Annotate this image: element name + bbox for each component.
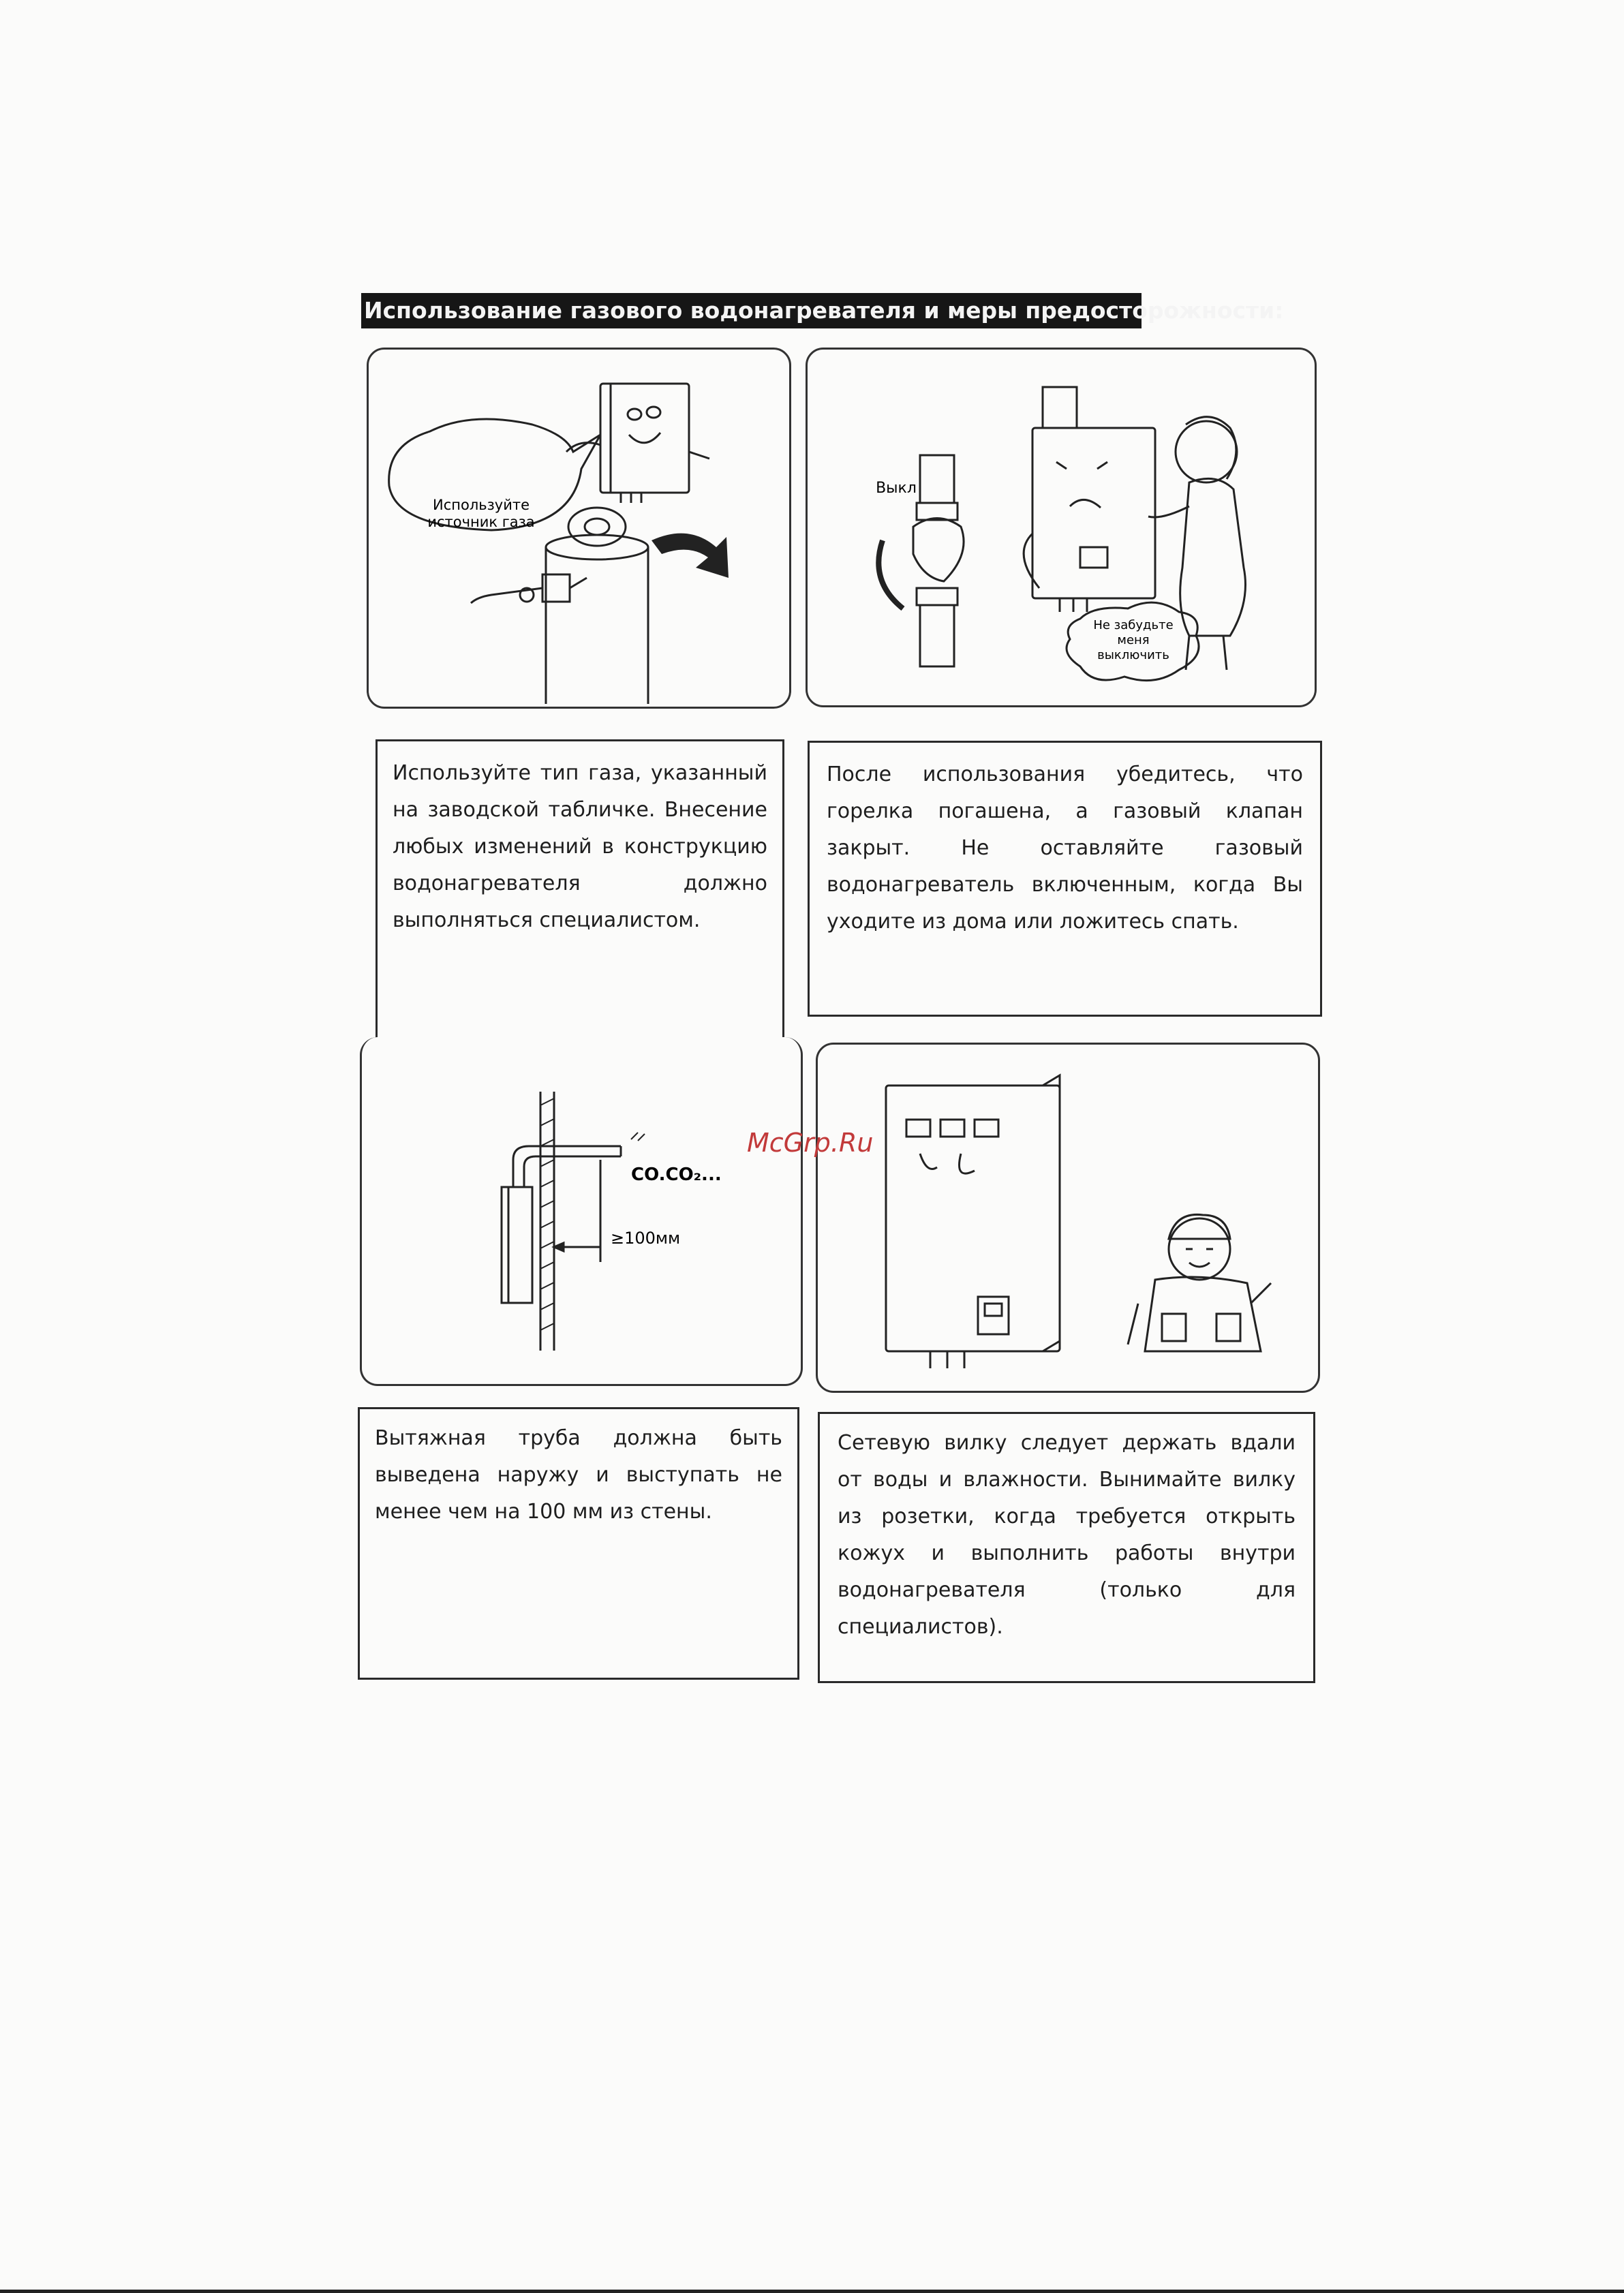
panel3-text: Вытяжная труба должна быть выведена наружу и выступать не менее чем на 100 мм из стены. [375, 1426, 782, 1524]
bubble-text-2: источник газа [427, 514, 535, 530]
bubble-text-2: меня [1117, 633, 1150, 647]
gas-label: CO.CO₂... [631, 1165, 722, 1185]
specialist-drawing [818, 1045, 1318, 1391]
panel2-textbox [808, 741, 1322, 1017]
panel3-textbox [358, 1407, 799, 1680]
gas-source-drawing [369, 350, 789, 707]
off-label: Выкл [876, 480, 917, 497]
panel4-text: Сетевую вилку следует держать вдали от воды и влажности. Вынимайте вилку из розетки, когда требуется открыть кожух и выполнить работы внутри водонагревателя (только для специалистов). [838, 1431, 1296, 1639]
panel1-illustration [367, 348, 791, 709]
panel4-textbox [818, 1412, 1315, 1683]
page-title: Использование газового водонагревателя и меры предосторожности: [361, 293, 1142, 328]
bubble-text-1: Используйте [432, 497, 530, 513]
panel4-illustration [816, 1043, 1320, 1393]
panel2-illustration [806, 348, 1317, 707]
exhaust-pipe-drawing [362, 1037, 801, 1382]
distance-label: ≥100мм [611, 1229, 681, 1248]
watermark: McGrp.Ru [747, 1128, 874, 1158]
turn-off-drawing [808, 350, 1315, 705]
bubble-text-3: выключить [1097, 648, 1169, 662]
bubble-text-1: Не забудьте [1093, 618, 1174, 632]
panel1-text: Используйте тип газа, указанный на заводской табличке. Внесение любых изменений в конструкцию водонагревателя должно выполняться специалистом. [393, 761, 767, 932]
bottom-border [0, 2290, 1624, 2293]
panel2-text: После использования убедитесь, что горелка погашена, а газовый клапан закрыт. Не оставляйте газовый водонагреватель включенным, когда Вы уходите из дома или ложитесь спать. [827, 763, 1303, 934]
panel3-illustration [360, 1037, 803, 1386]
